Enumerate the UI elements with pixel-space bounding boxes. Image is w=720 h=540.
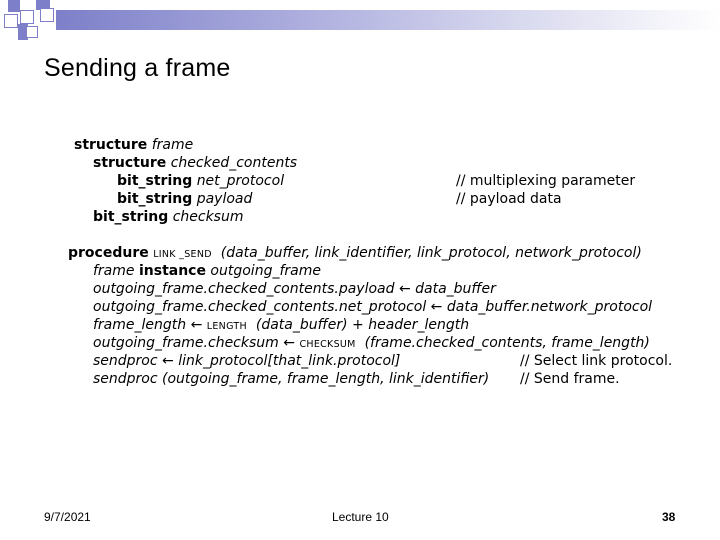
footer-lecture: Lecture 10	[332, 510, 389, 524]
code-line	[93, 352, 400, 370]
identifier: (frame.checked_contents, frame_length)	[364, 335, 650, 351]
code-line	[93, 370, 489, 388]
identifier: frame_length	[93, 317, 187, 333]
identifier: sendproc (outgoing_frame	[93, 371, 279, 387]
code-comment: // multiplexing parameter	[456, 173, 636, 189]
footer-date: 9/7/2021	[44, 510, 91, 524]
code-line	[93, 262, 321, 280]
code-comment: // Select link protocol.	[520, 353, 673, 369]
identifier: data_buffer	[415, 281, 496, 297]
identifier: frame	[151, 137, 194, 153]
keyword: bit_string	[117, 173, 193, 189]
identifier: link_protocol[that_link.protocol]	[178, 353, 401, 369]
identifier: outgoing_frame.checked_contents.payload	[93, 281, 395, 297]
assign-arrow: ←	[398, 281, 411, 297]
assign-arrow: ←	[190, 317, 203, 333]
code-line	[93, 298, 652, 316]
code-line	[93, 280, 496, 298]
code-line	[68, 244, 642, 264]
function-name: CHECKSUM	[299, 339, 356, 350]
identifier: (data_buffer)	[255, 317, 348, 333]
code-line	[93, 208, 243, 226]
code-line	[117, 172, 284, 190]
identifier: outgoing_frame.checked_contents.net_protocol	[93, 299, 427, 315]
keyword: bit_string	[93, 209, 169, 225]
code-line	[117, 190, 252, 208]
code-comment: // payload data	[456, 191, 562, 207]
identifier: checksum	[172, 209, 244, 225]
assign-arrow: ←	[430, 299, 443, 315]
keyword: structure	[74, 137, 148, 153]
identifier: header_length	[368, 317, 470, 333]
identifier: sendproc	[93, 353, 158, 369]
keyword: bit_string	[117, 191, 193, 207]
operator: +	[352, 317, 364, 333]
page-number: 38	[662, 510, 676, 524]
identifier: payload	[196, 191, 253, 207]
code-line	[93, 316, 469, 336]
code-line	[93, 154, 297, 172]
keyword: procedure	[68, 245, 149, 261]
identifier: net_protocol	[196, 173, 285, 189]
identifier: outgoing_frame.checksum	[93, 335, 279, 351]
code-comment: // Send frame.	[520, 371, 620, 387]
keyword: structure	[93, 155, 167, 171]
slide-title: Sending a frame	[44, 54, 231, 82]
identifier: , frame_length, link_identifier)	[278, 371, 490, 387]
procedure-name: LINK _SEND	[153, 249, 212, 260]
assign-arrow: ←	[283, 335, 295, 351]
identifier: (data_buffer, link_identifier, link_protocol, network_protocol)	[220, 245, 642, 261]
code-line	[74, 136, 193, 154]
assign-arrow: ←	[162, 353, 174, 369]
identifier: checked_contents	[170, 155, 298, 171]
identifier: frame	[93, 263, 135, 279]
identifier: data_buffer.network_protocol	[446, 299, 653, 315]
keyword: instance	[138, 263, 206, 279]
function-name: LENGTH	[206, 321, 247, 332]
identifier: outgoing_frame	[210, 263, 321, 279]
code-line	[93, 334, 650, 354]
